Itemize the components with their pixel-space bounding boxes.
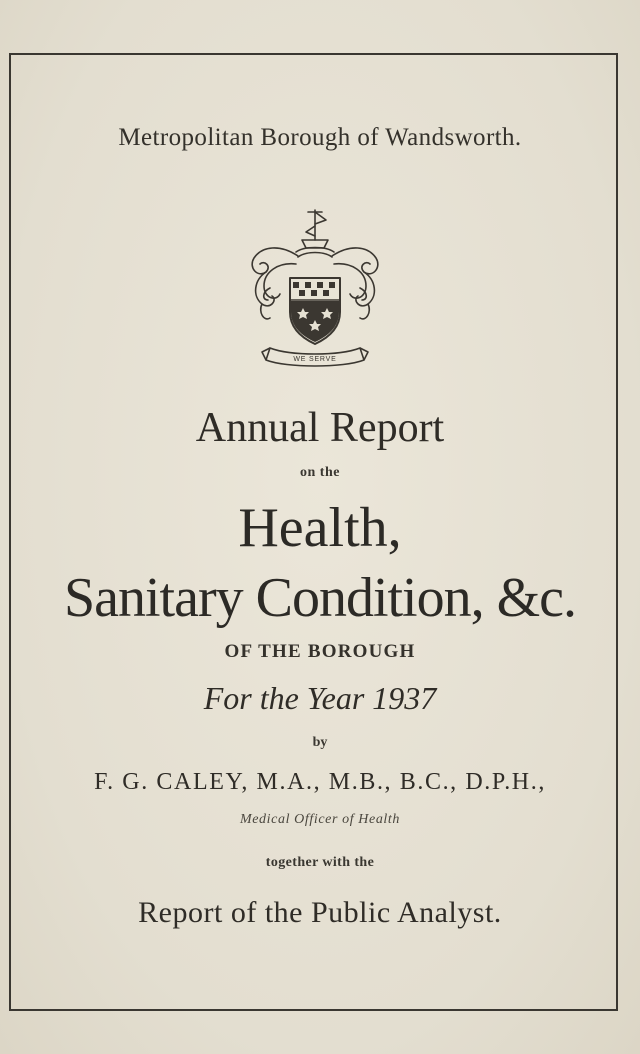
crest-motto: WE SERVE <box>293 356 337 363</box>
report-year: For the Year 1937 <box>203 680 437 716</box>
author-by: by <box>312 735 328 750</box>
borough-heading: Metropolitan Borough of Wandsworth. <box>118 124 522 151</box>
title-connector: on the <box>300 465 340 480</box>
title-sanitary-condition: Sanitary Condition, &c. <box>63 567 577 629</box>
title-health: Health, <box>238 497 402 559</box>
author-role: Medical Officer of Health <box>239 812 401 827</box>
borough-coat-of-arms-icon <box>240 200 390 370</box>
public-analyst-report-title: Report of the Public Analyst. <box>138 896 502 929</box>
title-of-the-borough: OF THE BOROUGH <box>224 641 416 662</box>
together-with-text: together with the <box>265 855 375 870</box>
author-name: F. G. CALEY, M.A., M.B., B.C., D.P.H., <box>94 769 546 795</box>
report-title: Annual Report <box>195 405 445 451</box>
